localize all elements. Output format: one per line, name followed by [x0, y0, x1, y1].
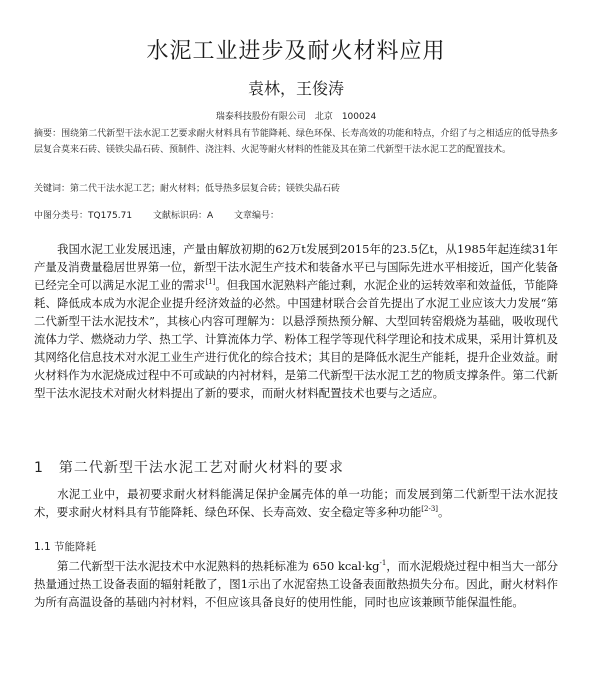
article-number: 文章编号：	[234, 211, 280, 221]
document-code: 文献标识码：A	[152, 211, 214, 221]
subsection1-text-a: 第二代新型干法水泥技术中水泥熟料的热耗标准为 650 kcal·kg	[57, 559, 380, 573]
subsection1-paragraph	[34, 557, 558, 611]
keywords-text: 第二代干法水泥工艺；耐火材料；低导热多层复合砖；镁铁尖晶石砖	[70, 184, 341, 194]
author-affiliation: 瑞泰科技股份有限公司 北京 100024	[215, 112, 377, 122]
subsection1-text-b: ，而水泥煅烧过程中相当大一部分热量通过热工设备表面的辐射耗散了，图1示出了水泥窑热工设备表面散热损失分布。因此，耐火材料作为所有高温设备的基础内衬材料，不但应该具备良好的使用性能，同时也应该兼顾节能保温性能。	[34, 559, 558, 609]
section1-paragraph	[34, 485, 558, 521]
intro-text: 我国水泥工业发展迅速，产量由解放初期的62万t发展到2015年的23.5亿t，从1985年起连续31年产量及消费量稳居世界第一位，新型干法水泥生产技术和装备水平已与国际先进水平相接近，国产化装备已经完全可以满足水泥工业的需求	[34, 242, 558, 292]
citation-1: [1]	[205, 278, 216, 287]
citation-2-3: [2-3]	[421, 505, 439, 514]
section1-text-end: 。	[438, 505, 450, 519]
abstract	[34, 126, 558, 158]
intro-text-rest: 。但我国水泥熟料产能过剩，水泥企业的运转效率和效益低，节能降耗、降低成本成为水泥企业提升经济效益的必然。中国建材联合会首先提出了水泥工业应该大力发展“第二代新型干法水泥技术”，其核心内容可理解为：以悬浮预热预分解、大型回转窑煅烧为基础，吸收现代流体力学、燃烧动力学、热工学、计算流体力学、粉体工程学等现代科学理论和技术成果，采用计算机及其网络化信息技术对水泥工业生产进行优化的综合技术；其目的是降低水泥生产能耗，提升企业效益。耐火材料作为水泥烧成过程中不可或缺的内衬材料，是第二代新型干法水泥工艺的物质支撑条件。第二代新型干法水泥技术对耐火材料提出了新的要求，而耐火材料配置技术也要与之适应。	[34, 278, 558, 400]
paper-authors: 袁林，王俊涛	[247, 79, 344, 98]
clc-number: 中图分类号：TQ175.71	[34, 211, 133, 221]
section-heading: 1 第二代新型干法水泥工艺对耐火材料的要求	[34, 460, 344, 476]
keywords	[34, 181, 558, 197]
abstract-label: 摘要：	[34, 129, 62, 139]
unit-exponent: -1	[379, 559, 387, 568]
subsection-heading: 1.1 节能降耗	[34, 541, 97, 553]
section1-text: 水泥工业中，最初要求耐火材料能满足保护金属壳体的单一功能；而发展到第二代新型干法水泥技术，要求耐火材料具有节能降耗、绿色环保、长寿高效、安全稳定等多种功能	[34, 487, 558, 519]
abstract-text: 围绕第二代新型干法水泥工艺要求耐火材料具有节能降耗、绿色环保、长寿高效的功能和特点，介绍了与之相适应的低导热多层复合莫来石砖、镁铁尖晶石砖、预制件、浇注料、火泥等耐火材料的性能及其在第二代新型干法水泥工艺的配置技术。	[34, 129, 558, 155]
keywords-label: 关键词：	[34, 184, 71, 194]
paper-title: 水泥工业进步及耐火材料应用	[146, 39, 446, 64]
classification-line	[34, 208, 558, 221]
intro-paragraph	[34, 240, 558, 402]
